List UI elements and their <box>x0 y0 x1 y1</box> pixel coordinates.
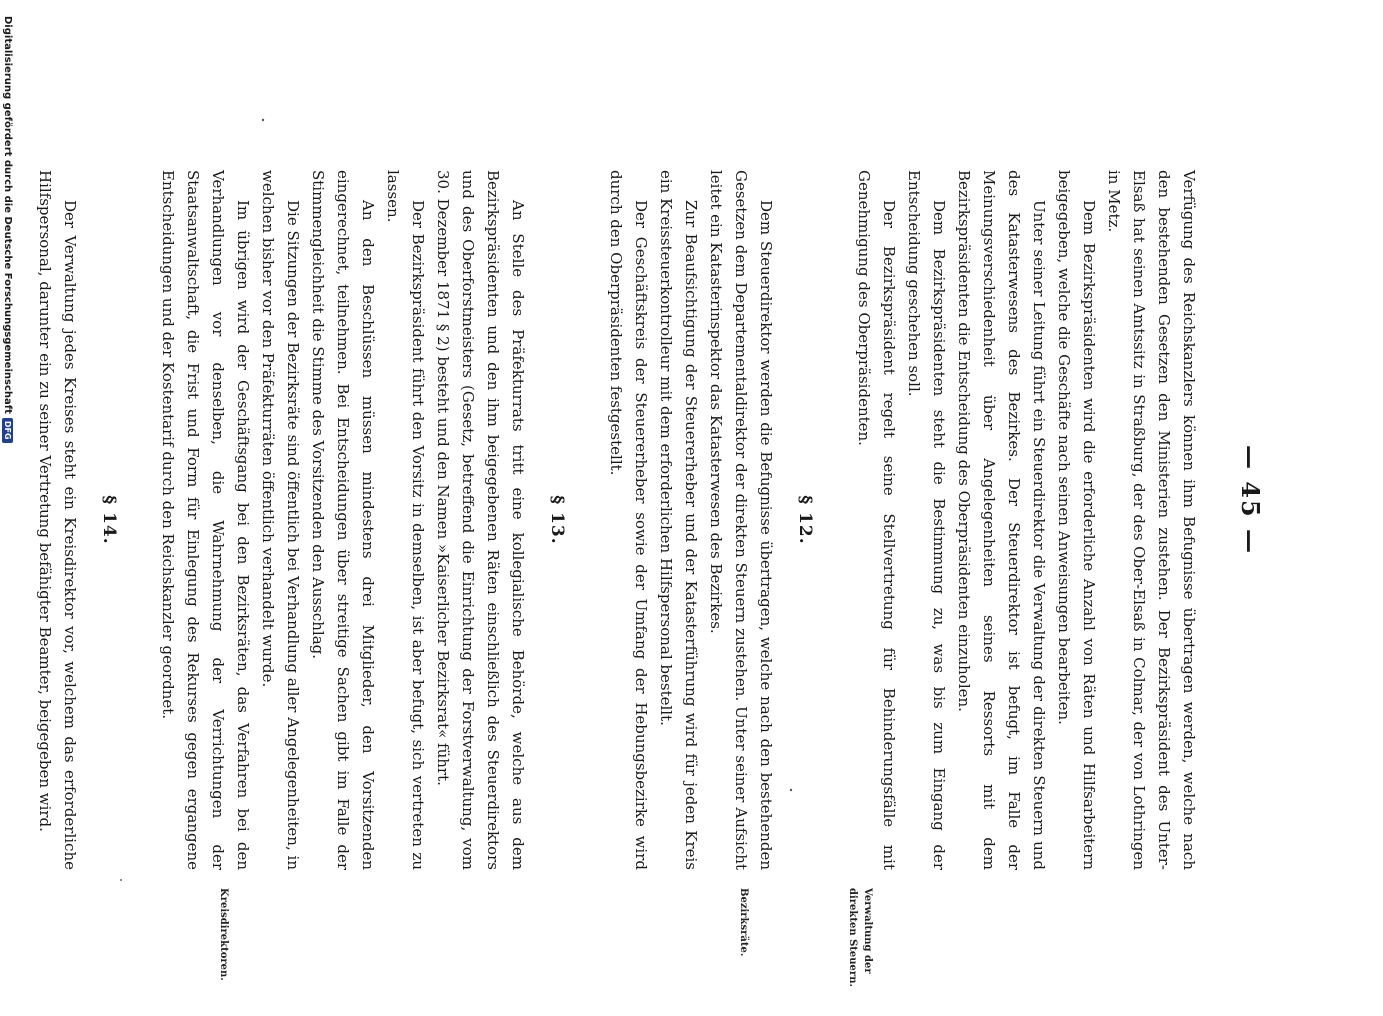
paragraph: Zur Beaufsichtigung der Steuererheber und der Katasterführung wird für jeden Kreis ein Kreissteuerkontrolleur mit dem erforderlichen Hilfspersonal bestellt. <box>657 170 700 870</box>
margin-note-district-councils: Bezirksräte. <box>738 888 749 957</box>
paragraph: Verfügung des Reichskanzlers können ihm Befugnisse übertragen werden, welche nach den bestehenden Gesetzen den Ministerien zustehen. Der Bezirkspräsident des Unter-Elsaß hat seinen Amtssitz in Straßburg, der des Ober-Elsaß in Colmar, der von Lothringen in Metz. <box>1105 170 1198 870</box>
paragraph: Unter seiner Leitung führt ein Steuerdirektor die Verwaltung der direkten Steuern und des Katasterwesens des Bezirkes. Der Steuerdirektor ist befugt, im Falle der Meinungsverschiedenheit über Angelegenheiten seines Ressorts mit dem Bezirkspräsidenten die Entscheidung des Oberpräsidenten einzuholen. <box>955 170 1048 870</box>
paragraph: An Stelle des Präfekturrats tritt eine kollegialische Behörde, welche aus dem Bezirkspräsidenten und den ihm beigegebenen Räten einschließlich des Steuerdirektors und des Oberforstmeisters (Gesetz, betreffend die Einrichtung der Forstverwaltung, vom 30. Dezember 1871 § 2) besteht und den Namen »Kaiserlicher Bezirksrat« führt. <box>434 170 527 870</box>
paragraph: Der Verwaltung jedes Kreises steht ein Kreisdirektor vor, welchem das erforderliche Hilfspersonal, darunter ein zu seiner Vertretung befähigter Beamter, beigegeben wird. <box>36 170 79 870</box>
paragraph: Dem Bezirkspräsidenten steht die Bestimmung zu, was bis zum Eingang der Entscheidung geschehen soll. <box>905 170 948 870</box>
dfg-logo: DFG <box>2 418 13 443</box>
paragraph: Der Bezirkspräsident regelt seine Stellvertretung für Behinderungsfälle mit Genehmigung des Oberpräsidenten. <box>855 170 898 870</box>
paragraph: Dem Bezirkspräsidenten wird die erforderliche Anzahl von Räten und Hilfsarbeitern beigegeben, welche die Geschäfte nach seinen Anweisungen bearbeiten. <box>1055 170 1098 870</box>
paragraph: Dem Steuerdirektor werden die Befugnisse übertragen, welche nach den bestehenden Gesetzen dem Departementaldirektor der direkten Steuern zustehen. Unter seiner Aufsicht leitet ein Katasterinspektor das Katasterwesen des Bezirkes. <box>707 170 775 870</box>
section-12-heading: § 12. <box>795 495 815 545</box>
paragraph: Der Bezirkspräsident führt den Vorsitz in demselben, ist aber befugt, sich vertreten zu lassen. <box>384 170 427 870</box>
paragraph: Die Sitzungen der Bezirksräte sind öffentlich bei Verhandlung aller Angelegenheiten, in welchen bisher vor den Präfekturräten öffentlich verhandelt wurde. <box>259 170 302 870</box>
section-13-heading: § 13. <box>547 495 567 545</box>
paragraph: An den Beschlüssen müssen mindestens drei Mitglieder, den Vorsitzenden eingerechnet, teilnehmen. Bei Entscheidungen über streitige Sachen gibt im Falle der Stimmengleichheit die Stimme des Vorsitzenden den Ausschlag. <box>309 170 377 870</box>
paragraph: Im übrigen wird der Geschäftsgang bei den Bezirksräten, das Verfahren bei den Verhandlungen vor denselben, die Wahrnehmung der Verrichtungen der Staatsanwaltschaft, die Frist und Form für Einlegung des Rekurses gegen ergangene Entscheidungen und der Kostentarif durch den Reichskanzler geordnet. <box>159 170 252 870</box>
margin-note-district-directors: Kreisdirektoren. <box>218 888 229 981</box>
paragraph: Der Geschäftskreis der Steuererheber sowie der Umfang der Hebungsbezirke wird durch den Oberpräsidenten festgestellt. <box>607 170 650 870</box>
section-14-heading: § 14. <box>99 495 119 545</box>
credit-text: Digitalisierung gefördert durch die Deutsche Forschungsgemeinschaft <box>2 16 13 414</box>
page-number: — 45 — <box>1236 444 1265 556</box>
margin-note-direct-taxes: Verwaltung der direkten Steuern. <box>847 888 873 987</box>
